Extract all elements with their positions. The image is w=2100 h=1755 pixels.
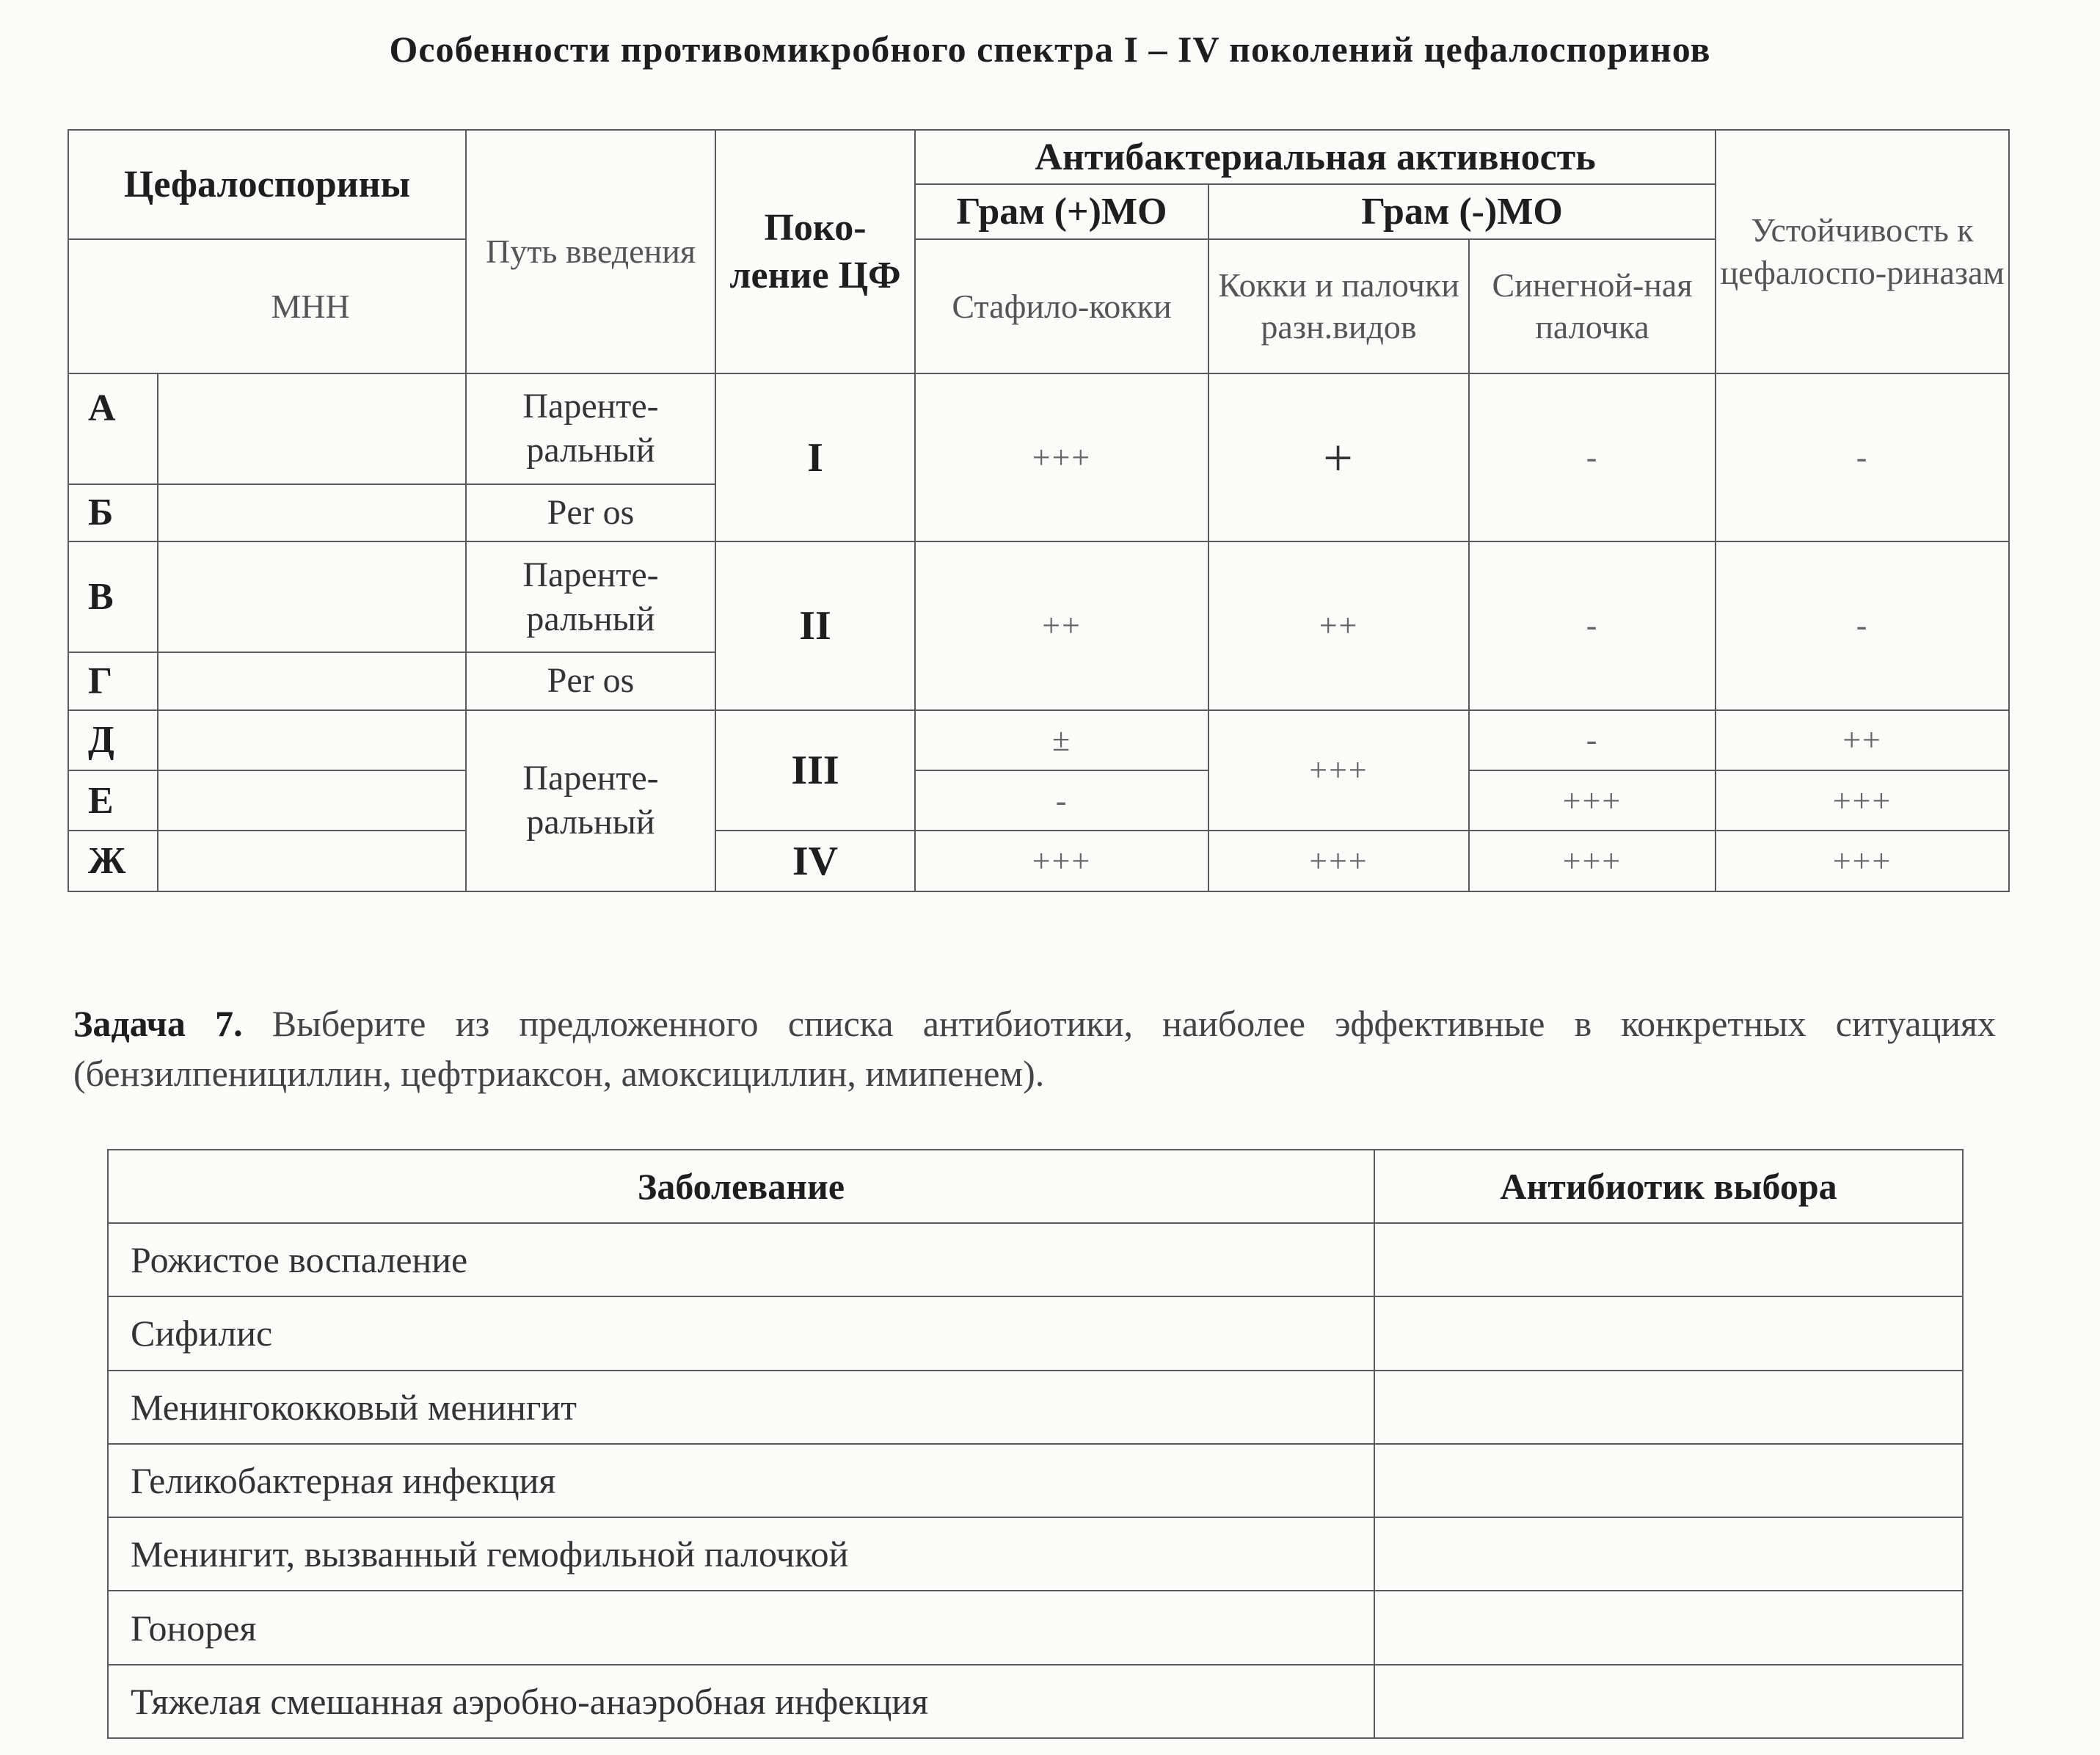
mnn-cell-a <box>158 373 466 484</box>
disease-cell: Рожистое воспаление <box>108 1223 1374 1296</box>
row-letter-b: Б <box>68 484 158 541</box>
header-staphylococci: Стафило-кокки <box>915 239 1208 373</box>
mark-iii-cocci: +++ <box>1208 710 1469 831</box>
mark-e-pseudomonas: +++ <box>1469 770 1716 831</box>
mnn-cell-g <box>158 652 466 709</box>
row-letter-v: В <box>68 541 158 652</box>
mark-e-staph: - <box>915 770 1208 831</box>
header-gram-positive: Грам (+)МО <box>915 184 1208 238</box>
generation-i: I <box>715 373 915 541</box>
mnn-cell-b <box>158 484 466 541</box>
cephalosporin-spectrum-table <box>68 129 2010 892</box>
disease-cell: Сифилис <box>108 1296 1374 1370</box>
mark-iv-cocci: +++ <box>1208 831 1469 891</box>
antibiotic-answer-cell[interactable] <box>1374 1371 1963 1444</box>
header-route: Путь введения <box>466 130 715 373</box>
antibiotic-answer-cell[interactable] <box>1374 1517 1963 1591</box>
row-letter-zh: Ж <box>68 831 158 891</box>
page-title: Особенности противомикробного спектра I – IV поколений цефалоспоринов <box>389 29 1711 70</box>
row-letter-e: Е <box>68 770 158 831</box>
route-cell-g: Per os <box>466 652 715 709</box>
antibiotic-answer-cell[interactable] <box>1374 1665 1963 1738</box>
header-pseudomonas: Синегной-ная палочка <box>1469 239 1716 373</box>
mark-iv-resistance: +++ <box>1716 831 2009 891</box>
task-7-text <box>73 999 1996 1098</box>
antibiotic-answer-cell[interactable] <box>1374 1223 1963 1296</box>
header-gram-negative: Грам (-)МО <box>1208 184 1716 238</box>
mark-iv-staph: +++ <box>915 831 1208 891</box>
route-cell-a: Паренте-ральный <box>466 373 715 484</box>
generation-iii: III <box>715 710 915 831</box>
row-letter-g: Г <box>68 652 158 709</box>
mark-e-resistance: +++ <box>1716 770 2009 831</box>
task-label: Задача 7. <box>73 1003 243 1044</box>
mnn-cell-zh <box>158 831 466 891</box>
mnn-cell-v <box>158 541 466 652</box>
mark-i-staph: +++ <box>915 373 1208 541</box>
disease-cell: Менингококковый менингит <box>108 1371 1374 1444</box>
mark-d-resistance: ++ <box>1716 710 2009 770</box>
mark-ii-staph: ++ <box>915 541 1208 709</box>
antibiotic-answer-cell[interactable] <box>1374 1296 1963 1370</box>
mark-i-cocci: + <box>1208 373 1469 541</box>
antibiotic-answer-cell[interactable] <box>1374 1444 1963 1517</box>
disease-cell: Гонорея <box>108 1591 1374 1664</box>
header-generation: Поко-ление ЦФ <box>715 130 915 373</box>
mnn-cell-e <box>158 770 466 831</box>
task-body: Выберите из предложенного списка антибиотики, наиболее эффективные в конкретных ситуациях (бензилпенициллин, цефтриаксон, амоксициллин, имипенем). <box>73 1003 1996 1094</box>
header-resistance: Устойчивость к цефалоспо-риназам <box>1716 130 2009 373</box>
header-cephalosporins: Цефалоспорины <box>68 130 466 239</box>
antibiotic-answer-cell[interactable] <box>1374 1591 1963 1664</box>
mark-ii-resistance: - <box>1716 541 2009 709</box>
mark-d-pseudomonas: - <box>1469 710 1716 770</box>
header-antibacterial-activity: Антибактериальная активность <box>915 130 1716 184</box>
mark-ii-cocci: ++ <box>1208 541 1469 709</box>
generation-iv: IV <box>715 831 915 891</box>
route-cell-d-zh: Паренте-ральный <box>466 710 715 892</box>
header-antibiotic-of-choice: Антибиотик выбора <box>1374 1150 1963 1223</box>
mark-ii-pseudomonas: - <box>1469 541 1716 709</box>
mark-iv-pseudomonas: +++ <box>1469 831 1716 891</box>
header-cocci-rods: Кокки и палочки разн.видов <box>1208 239 1469 373</box>
disease-cell: Геликобактерная инфекция <box>108 1444 1374 1517</box>
mark-i-pseudomonas: - <box>1469 373 1716 541</box>
mnn-cell-d <box>158 710 466 770</box>
disease-cell: Тяжелая смешанная аэробно-анаэробная инфекция <box>108 1665 1374 1738</box>
header-mnn: МНН <box>68 239 466 373</box>
header-disease: Заболевание <box>108 1150 1374 1223</box>
route-cell-v: Паренте-ральный <box>466 541 715 652</box>
row-letter-a: А <box>68 373 158 484</box>
generation-ii: II <box>715 541 915 709</box>
mark-d-staph: ± <box>915 710 1208 770</box>
row-letter-d: Д <box>68 710 158 770</box>
disease-cell: Менингит, вызванный гемофильной палочкой <box>108 1517 1374 1591</box>
route-cell-b: Per os <box>466 484 715 541</box>
mark-i-resistance: - <box>1716 373 2009 541</box>
antibiotic-choice-table <box>107 1149 1964 1739</box>
